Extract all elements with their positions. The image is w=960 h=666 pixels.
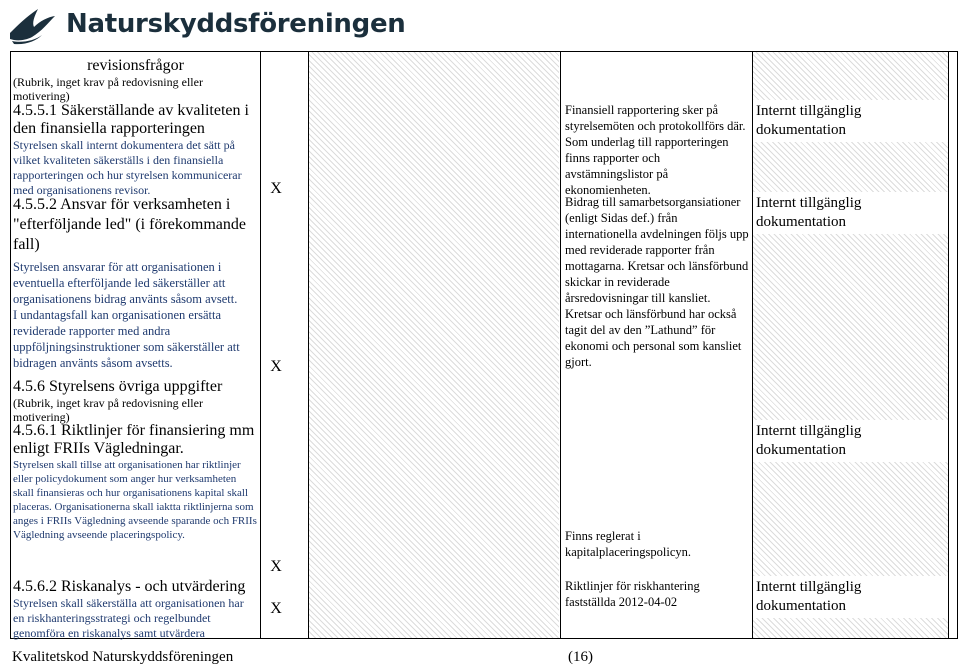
status-4-5-5-1: Internt tillgänglig dokumentation bbox=[756, 103, 862, 138]
row-4-5-6 bbox=[13, 378, 258, 424]
comment-4-5-6-1: Finns reglerat i kapitalplaceringspolicyn. bbox=[565, 529, 692, 559]
row-heading: 4.5.6 Styrelsens övriga uppgifter bbox=[13, 378, 223, 395]
row-body: Styrelsen skall tillse att organisationen har riktlinjer eller policydokument som anger hur verksamheten skall finansieras och hur organisationens kapital skall placeras. Organisationerna skall iaktta riktlinjerna som anges i FRIIs Vägledning avseende sparande och FRIIs Vägledning avseende placeringspolicy. bbox=[13, 459, 257, 541]
compliance-table bbox=[10, 51, 958, 639]
row-check-x: X bbox=[270, 558, 282, 575]
row-check-x: X bbox=[270, 358, 282, 375]
row-4-5-6-2 bbox=[13, 578, 258, 641]
row-heading: 4.5.6.2 Riskanalys - och utvärdering bbox=[13, 578, 246, 595]
hatched-column bbox=[309, 52, 559, 638]
row-heading: 4.5.6.1 Riktlinjer för finansiering mm enligt FRIIs Vägledningar. bbox=[13, 422, 255, 457]
org-name: Naturskyddsföreningen bbox=[66, 9, 406, 39]
comment-4-5-6-2: Riktlinjer för riskhantering fastställda 2012-04-02 bbox=[565, 579, 700, 609]
section-title: revisionsfrågor bbox=[87, 57, 184, 74]
row-intro bbox=[13, 57, 258, 103]
status-4-5-5-2: Internt tillgänglig dokumentation bbox=[756, 195, 862, 230]
row-heading: 4.5.5.1 Säkerställande av kvaliteten i den finansiella rapporteringen bbox=[13, 102, 249, 137]
row-body: Styrelsen skall säkerställa att organisationen har en riskhanteringsstrategi och regelbundet genomföra en riskanalys samt utvärdera bbox=[13, 596, 244, 640]
row-4-5-5-2 bbox=[13, 195, 258, 371]
row-4-5-5-1 bbox=[13, 102, 258, 198]
row-body-2: I undantagsfall kan organisationen ersätta reviderade rapporter med andra uppföljningsinstruktioner som säkerställer att bidragen använts såsom avsetts. bbox=[13, 308, 240, 370]
section-note: (Rubrik, inget krav på redovisning eller motivering) bbox=[13, 75, 203, 103]
status-4-5-6-1: Internt tillgänglig dokumentation bbox=[756, 423, 862, 458]
status-4-5-6-2: Internt tillgänglig dokumentation bbox=[756, 579, 862, 614]
page-number: (16) bbox=[568, 649, 593, 665]
row-4-5-6-1 bbox=[13, 422, 258, 542]
row-body: Styrelsen ansvarar för att organisationen i eventuella efterföljande led säkerställer att organisationens bidrag använts såsom avsett. bbox=[13, 260, 238, 306]
header-logo bbox=[8, 2, 406, 46]
comment-4-5-5-2: Bidrag till samarbetsorgansiationer (enligt Sidas def.) från internationella avdelningen följs upp med reviderade rapporter från mottagarna. Kretsar och länsförbund skickar in reviderade årsredovisningar till kansliet. Kretsar och länsförbund har också tagit del av den ”Lathund” för ekonomi och personal som kansliet gjort. bbox=[565, 195, 749, 369]
comment-4-5-5-1: Finansiell rapportering sker på styrelsemöten och protokollförs där. Som underlag till rapporteringen finns rapporter och avstämningslistor på ekonomienheten. bbox=[565, 103, 746, 197]
bird-logo-icon bbox=[8, 3, 56, 45]
footer-left: Kvalitetskod Naturskyddsföreningen bbox=[12, 649, 234, 665]
row-heading: 4.5.5.2 Ansvar för verksamheten i "efterföljande led" (i förekommande fall) bbox=[13, 196, 246, 253]
row-body: Styrelsen skall internt dokumentera det sätt på vilket kvaliteten säkerställs i den finansiella rapporteringen och hur styrelsen kommunicerar med organisationens revisor. bbox=[13, 138, 242, 197]
row-check-x: X bbox=[270, 180, 282, 197]
row-check-x: X bbox=[270, 600, 282, 617]
row-note: (Rubrik, inget krav på redovisning eller motivering) bbox=[13, 396, 203, 424]
